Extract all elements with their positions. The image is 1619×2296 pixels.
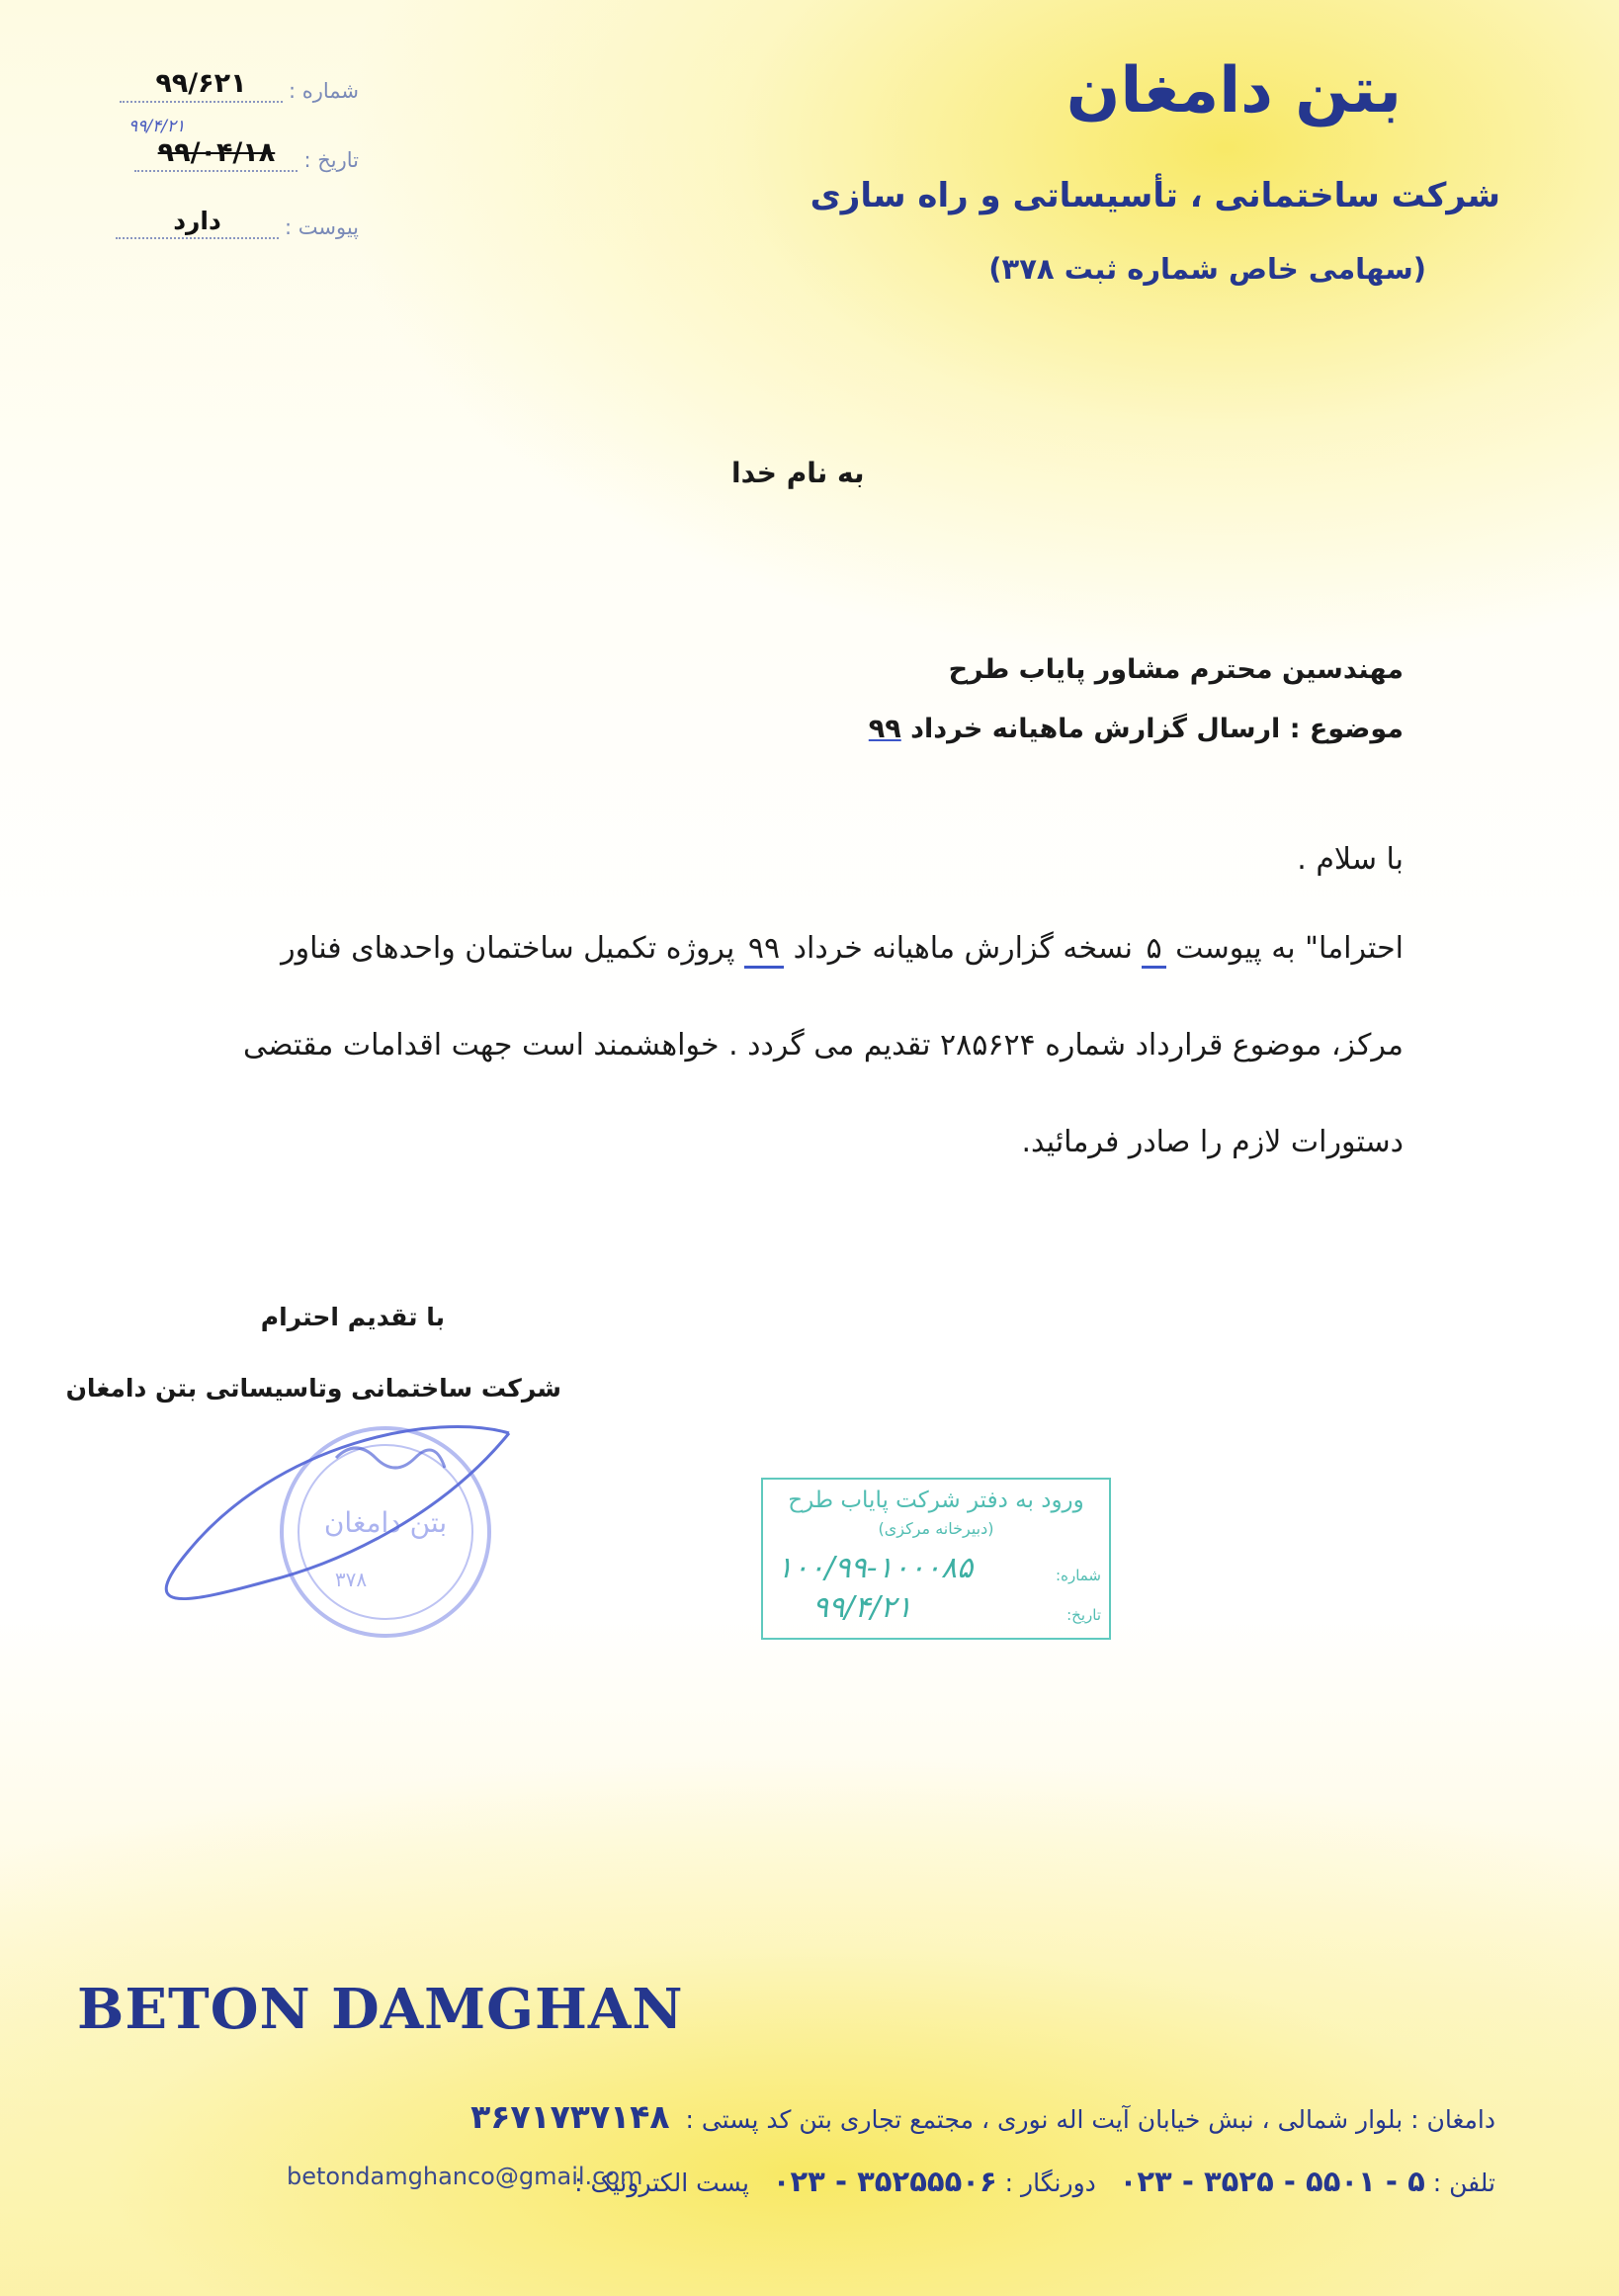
email-label: پست الکترونیک :: [574, 2168, 749, 2197]
letter-date-field: [134, 137, 298, 172]
subject: [869, 714, 1404, 744]
company-registration: (سهامی خاص شماره ثبت ۳۷۸): [988, 252, 1426, 286]
phone-number: ۵ - ۵۵۰۱ - ۳۵۲۵ - ۰۲۳: [1119, 2165, 1425, 2198]
stamp-number-label: شماره:: [1056, 1567, 1101, 1584]
stamp-subtitle: (دبیرخانه مرکزی): [878, 1519, 994, 1538]
attachment-label: پیوست :: [285, 215, 359, 239]
signer-company: شرکت ساختمانی وتاسیساتی بتن دامغان: [65, 1374, 561, 1403]
postal-code: ۳۶۷۱۷۳۷۱۴۸: [470, 2097, 670, 2136]
letter-date-row: [134, 137, 359, 172]
letter-number-field: [120, 68, 283, 103]
subject-text: موضوع : ارسال گزارش ماهیانه خرداد: [910, 714, 1404, 744]
attachment-count: ۵: [1142, 931, 1165, 969]
phone-label: تلفن :: [1432, 2168, 1495, 2197]
company-seal: [119, 1403, 534, 1680]
attachment-value: دارد: [173, 207, 221, 235]
stamp-number-value: ۱۰۰/۹۹-۱۰۰۰۸۵: [777, 1551, 974, 1585]
body-line-1-a: احتراما" به پیوست: [1175, 931, 1404, 966]
basmala: به نام خدا: [731, 457, 865, 489]
stamp-title: ورود به دفتر شرکت پایاب طرح: [788, 1488, 1084, 1513]
subject-year: ۹۹: [868, 714, 901, 744]
report-year: ۹۹: [744, 931, 784, 969]
letter-date-value: ۹۹/۰۴/۱۸: [157, 137, 276, 168]
company-type: شرکت ساختمانی ، تأسیساتی و راه سازی: [810, 176, 1500, 215]
attachment-row: [116, 207, 359, 239]
email-address[interactable]: betondamghanco@gmail.com: [287, 2163, 643, 2190]
receipt-stamp: [761, 1478, 1111, 1640]
address-text: دامغان : بلوار شمالی ، نبش خیابان آیت اله نوری ، مجتمع تجاری بتن کد پستی :: [685, 2105, 1495, 2134]
company-name: بتن دامغان: [1065, 54, 1402, 128]
brand-english: BETON DAMGHAN: [77, 1977, 684, 2042]
greeting: با سلام .: [1297, 842, 1404, 877]
address: [470, 2097, 1495, 2136]
recipient: مهندسین محترم مشاور پایاب طرح: [948, 654, 1404, 685]
fax-number: ۳۵۲۵۵۵۰۶ - ۰۲۳: [772, 2165, 997, 2198]
letter-number-label: شماره :: [288, 79, 359, 103]
date-handwritten-note: ۹۹/۴/۲۱: [128, 117, 186, 136]
fax-label: دورنگار :: [1004, 2168, 1096, 2197]
letter-date-label: تاریخ :: [303, 148, 359, 172]
closing-phrase: با تقدیم احترام: [260, 1303, 445, 1331]
contact-info: [574, 2165, 1495, 2198]
seal-line-name: بتن دامغان: [323, 1506, 448, 1539]
body-line-1: [188, 931, 1404, 966]
letter-number-row: [120, 68, 359, 103]
stamp-date-value: ۹۹/۴/۲۱: [812, 1590, 912, 1625]
body-line-1-c: پروژه تکمیل ساختمان واحدهای فناور: [281, 931, 735, 966]
seal-line-number: ۳۷۸: [334, 1568, 368, 1591]
letter-number-value: ۹۹/۶۲۱: [155, 68, 247, 99]
stamp-date-label: تاریخ:: [1066, 1606, 1101, 1624]
body-line-3: دستورات لازم را صادر فرمائید.: [1021, 1125, 1404, 1159]
body-line-2: مرکز، موضوع قرارداد شماره ۲۸۵۶۲۴ تقدیم می گردد . خواهشمند است جهت اقدامات مقتضی: [243, 1028, 1404, 1063]
body-line-1-b: نسخه گزارش ماهیانه خرداد: [793, 931, 1133, 966]
attachment-field: [116, 207, 279, 239]
